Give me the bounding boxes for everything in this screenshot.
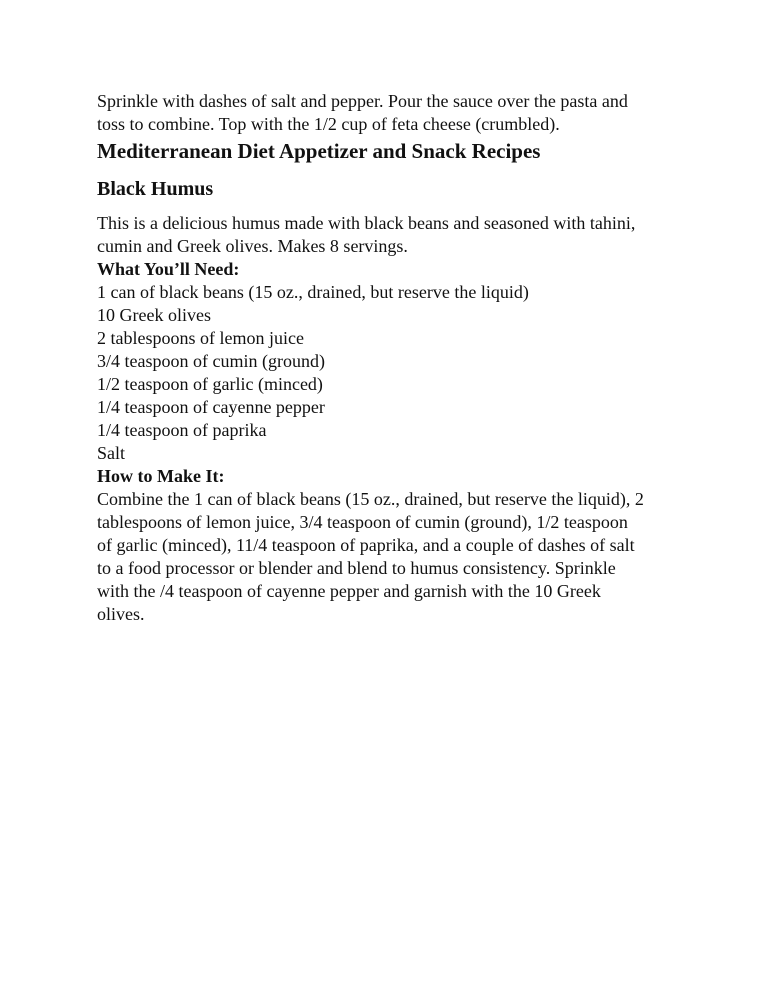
ingredients-list <box>97 281 697 465</box>
section-title: Mediterranean Diet Appetizer and Snack Recipes <box>97 139 541 163</box>
instructions-paragraph <box>97 488 697 626</box>
recipe-title: Black Humus <box>97 178 214 200</box>
instruction-line: olives. <box>97 604 145 624</box>
recipe-intro <box>97 212 697 258</box>
instruction-line: Combine the 1 can of black beans (15 oz., drained, but reserve the liquid), 2 <box>97 489 644 509</box>
ingredient-item: 3/4 teaspoon of cumin (ground) <box>97 351 325 371</box>
ingredient-item: 1 can of black beans (15 oz., drained, but reserve the liquid) <box>97 282 529 302</box>
ingredient-item: 10 Greek olives <box>97 305 211 325</box>
ingredient-item: Salt <box>97 443 126 463</box>
opening-paragraph <box>97 90 697 136</box>
ingredient-item: 1/2 teaspoon of garlic (minced) <box>97 374 323 394</box>
opening-line: toss to combine. Top with the 1/2 cup of feta cheese (crumbled). <box>97 114 560 134</box>
ingredient-item: 1/4 teaspoon of cayenne pepper <box>97 397 325 417</box>
document-page <box>97 90 697 626</box>
instruction-line: tablespoons of lemon juice, 3/4 teaspoon of cumin (ground), 1/2 teaspoon <box>97 512 628 532</box>
ingredient-item: 2 tablespoons of lemon juice <box>97 328 304 348</box>
opening-line: Sprinkle with dashes of salt and pepper. Pour the sauce over the pasta and <box>97 91 628 111</box>
intro-line: cumin and Greek olives. Makes 8 servings. <box>97 236 408 256</box>
instructions-label: How to Make It: <box>97 466 225 486</box>
ingredients-label: What You’ll Need: <box>97 259 240 279</box>
instruction-line: of garlic (minced), 11/4 teaspoon of paprika, and a couple of dashes of salt <box>97 535 635 555</box>
ingredient-item: 1/4 teaspoon of paprika <box>97 420 267 440</box>
instruction-line: to a food processor or blender and blend to humus consistency. Sprinkle <box>97 558 616 578</box>
intro-line: This is a delicious humus made with black beans and seasoned with tahini, <box>97 213 636 233</box>
instruction-line: with the /4 teaspoon of cayenne pepper and garnish with the 10 Greek <box>97 581 601 601</box>
